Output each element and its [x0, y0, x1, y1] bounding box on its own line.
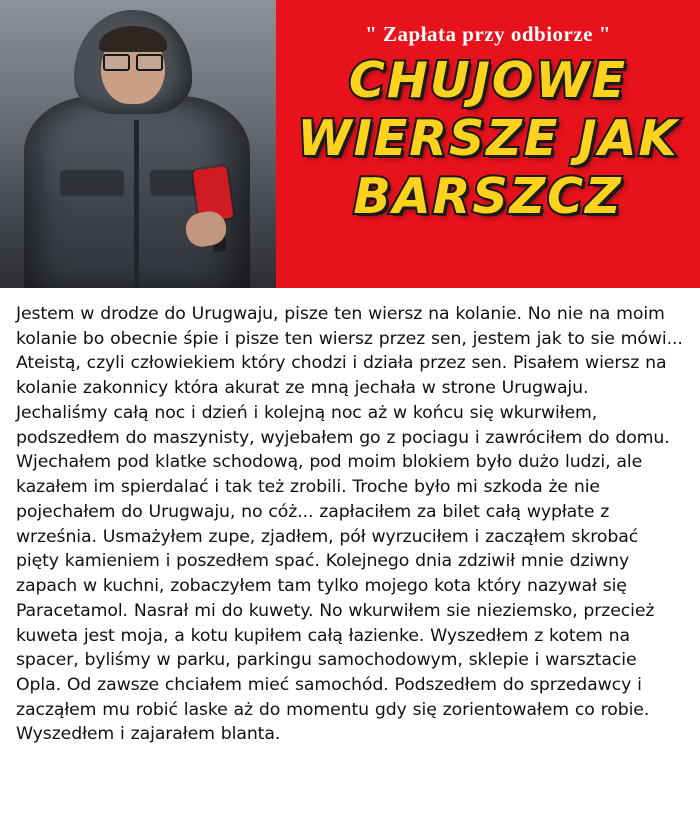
title-panel	[276, 0, 700, 288]
photo-panel	[0, 0, 276, 288]
person-photo	[0, 0, 276, 288]
glasses-icon	[103, 54, 163, 68]
title-line-1: CHUJOWE	[348, 52, 628, 109]
jacket-pocket-left	[60, 170, 124, 196]
jacket-zipper	[134, 120, 139, 288]
header-banner	[0, 0, 700, 288]
title-line-3: BARSZCZ	[353, 167, 623, 225]
kicker-text: " Zapłata przy odbiorze "	[365, 22, 611, 46]
title-line-2: WIERSZE JAK	[297, 109, 679, 167]
meme-body-text	[0, 288, 700, 829]
meme-title	[276, 52, 700, 225]
poem-paragraph: Jestem w drodze do Urugwaju, pisze ten wiersz na kolanie. No nie na moim kolanie bo obecnie śpie i pisze ten wiersz przez sen, jestem jak to sie mówi... Ateistą, czyli człowiekiem który chodzi i działa przez sen. Pisałem wiersz na kolanie zakonnicy która akurat ze mną jechała w strone Urugwaju. Jechaliśmy całą noc i dzień i kolejną noc aż w końcu się wkurwiłem, podszedłem do maszynisty, wyjebałem go z pociagu i zawróciłem do domu. Wjechałem pod klatke schodową, pod moim blokiem było dużo ludzi, ale kazałem im spierdalać i tak też zrobili. Troche było mi szkoda że nie pojechałem do Urugwaju, no cóż... zapłaciłem za bilet całą wypłate z września. Usmażyłem zupe, zjadłem, pół wyrzuciłem i zacząłem skrobać pięty kamieniem i poszedłem spać. Kolejnego dnia zdziwił mnie dziwny zapach w kuchni, zobaczyłem tam tylko mojego kota który nazywał się Paracetamol. Nasrał mi do kuwety. No wkurwiłem sie nieziemsko, przecież kuweta jest moja, a kotu kupiłem całą łazienke. Wyszedłem z kotem na spacer, byliśmy w parku, parkingu samochodowym, sklepie i warsztacie Opla. Od zawsze chciałem mieć samochód. Podszedłem do sprzedawcy i zacząłem mu robić laske aż do momentu gdy się zorientowałem co robie. Wyszedłem i zajarałem blanta.	[16, 304, 683, 745]
